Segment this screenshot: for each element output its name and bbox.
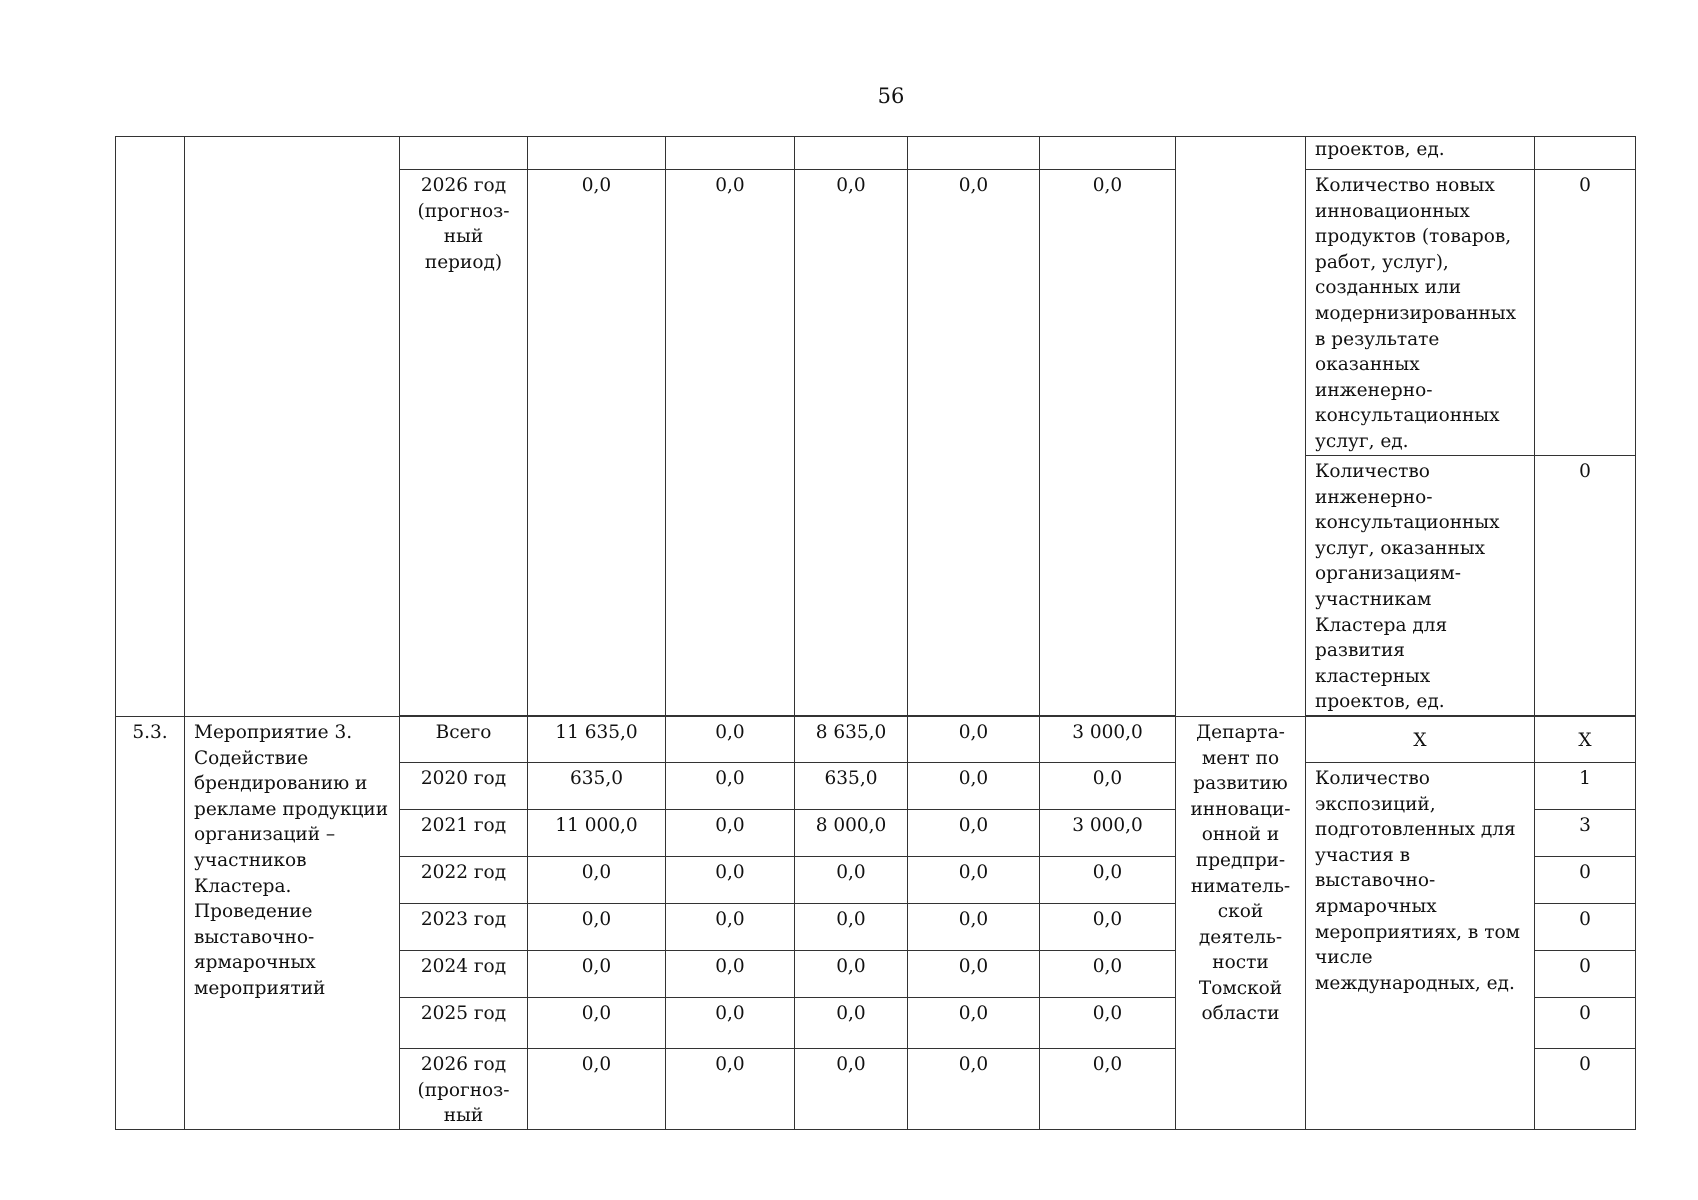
cell-value: 0,0 [908, 950, 1040, 997]
cell-indicator-value: 0 [1535, 903, 1636, 950]
cell-value: 0,0 [666, 716, 795, 762]
cell-year: 2026 год (прогноз-ный период) [400, 170, 528, 716]
page-number: 56 [877, 84, 905, 108]
cell-value: 0,0 [795, 903, 908, 950]
cell-value: 0,0 [666, 762, 795, 809]
cell-value: 11 635,0 [528, 716, 666, 762]
cell-indicator: Количество инженерно-консультационных услуг, оказанных организациям-участникам Кластера для развития кластерных проектов, ед. [1306, 456, 1535, 716]
cell-year: 2025 год [400, 997, 528, 1048]
cell-indicator-value: 0 [1535, 950, 1636, 997]
cell-value: 8 000,0 [795, 809, 908, 856]
cell-value: 0,0 [795, 856, 908, 903]
cell-value: 0,0 [666, 1048, 795, 1129]
cell-value: 0,0 [528, 950, 666, 997]
cell-value: 0,0 [528, 1048, 666, 1129]
cell-year: 2022 год [400, 856, 528, 903]
cell-indicator: проектов, ед. [1306, 137, 1535, 170]
cell-empty [795, 137, 908, 170]
table-row [116, 716, 1636, 762]
cell-indicator: Количество экспозиций, подготовленных для участия в выставочно-ярмарочных мероприятиях, в том числе международных, ед. [1306, 762, 1535, 1129]
cell-value: 0,0 [528, 856, 666, 903]
cell-value: 0,0 [795, 1048, 908, 1129]
cell-value: 0,0 [1040, 856, 1176, 903]
cell-value: 0,0 [908, 1048, 1040, 1129]
cell-value: 0,0 [795, 950, 908, 997]
cell-year: 2023 год [400, 903, 528, 950]
cell-indicator-value: 0 [1535, 856, 1636, 903]
cell-empty [1535, 137, 1636, 170]
cell-value: 0,0 [908, 762, 1040, 809]
table-row [116, 137, 1636, 170]
cell-empty [528, 137, 666, 170]
cell-indicator-value: 0 [1535, 170, 1636, 456]
cell-indicator: Количество новых инновационных продуктов (товаров, работ, услуг), созданных или модернизированных в результате оказанных инженерно-консультационных услуг, ед. [1306, 170, 1535, 456]
cell-year: 2020 год [400, 762, 528, 809]
cell-value: 0,0 [795, 170, 908, 716]
cell-value: 8 635,0 [795, 716, 908, 762]
cell-responsible-empty [1176, 137, 1306, 717]
cell-value: 0,0 [1040, 950, 1176, 997]
cell-value: 0,0 [666, 997, 795, 1048]
cell-value: 0,0 [908, 170, 1040, 716]
cell-value: 0,0 [528, 170, 666, 716]
cell-empty [400, 137, 528, 170]
cell-value: 11 000,0 [528, 809, 666, 856]
cell-indicator-value: Х [1535, 716, 1636, 762]
cell-measure-name: Мероприятие 3. Содействие брендированию и рекламе продукции организаций – участников Кластера. Проведение выставочно-ярмарочных мероприятий [185, 716, 400, 1129]
cell-responsible: Департа-мент по развитию инноваци-онной и предпри-ниматель-ской деятель-ности Томской области [1176, 716, 1306, 1129]
cell-number-empty [116, 137, 185, 717]
cell-value: 0,0 [908, 997, 1040, 1048]
cell-value: 0,0 [1040, 170, 1176, 716]
cell-year: 2021 год [400, 809, 528, 856]
cell-indicator-value: 0 [1535, 1048, 1636, 1129]
cell-year: 2026 год (прогноз-ный [400, 1048, 528, 1129]
cell-value: 0,0 [528, 903, 666, 950]
cell-indicator-value: 0 [1535, 456, 1636, 716]
cell-indicator-value: 1 [1535, 762, 1636, 809]
cell-name-empty [185, 137, 400, 717]
cell-value: 0,0 [908, 809, 1040, 856]
cell-value: 0,0 [666, 170, 795, 716]
program-table [115, 136, 1636, 1130]
cell-measure-number: 5.3. [116, 716, 185, 1129]
cell-value: 0,0 [1040, 997, 1176, 1048]
cell-value: 0,0 [666, 950, 795, 997]
cell-value: 0,0 [528, 997, 666, 1048]
cell-year: 2024 год [400, 950, 528, 997]
cell-value: 3 000,0 [1040, 809, 1176, 856]
cell-value: 0,0 [666, 903, 795, 950]
cell-value: 0,0 [1040, 1048, 1176, 1129]
cell-value: 0,0 [908, 716, 1040, 762]
cell-value: 0,0 [1040, 762, 1176, 809]
cell-empty [908, 137, 1040, 170]
cell-empty [666, 137, 795, 170]
cell-indicator: Х [1306, 716, 1535, 762]
cell-value: 0,0 [666, 856, 795, 903]
cell-year: Всего [400, 716, 528, 762]
cell-value: 0,0 [1040, 903, 1176, 950]
cell-value: 0,0 [666, 809, 795, 856]
cell-indicator-value: 0 [1535, 997, 1636, 1048]
cell-value: 635,0 [528, 762, 666, 809]
cell-value: 0,0 [908, 903, 1040, 950]
cell-empty [1040, 137, 1176, 170]
cell-indicator-value: 3 [1535, 809, 1636, 856]
cell-value: 0,0 [795, 997, 908, 1048]
cell-value: 0,0 [908, 856, 1040, 903]
cell-value: 635,0 [795, 762, 908, 809]
cell-value: 3 000,0 [1040, 716, 1176, 762]
